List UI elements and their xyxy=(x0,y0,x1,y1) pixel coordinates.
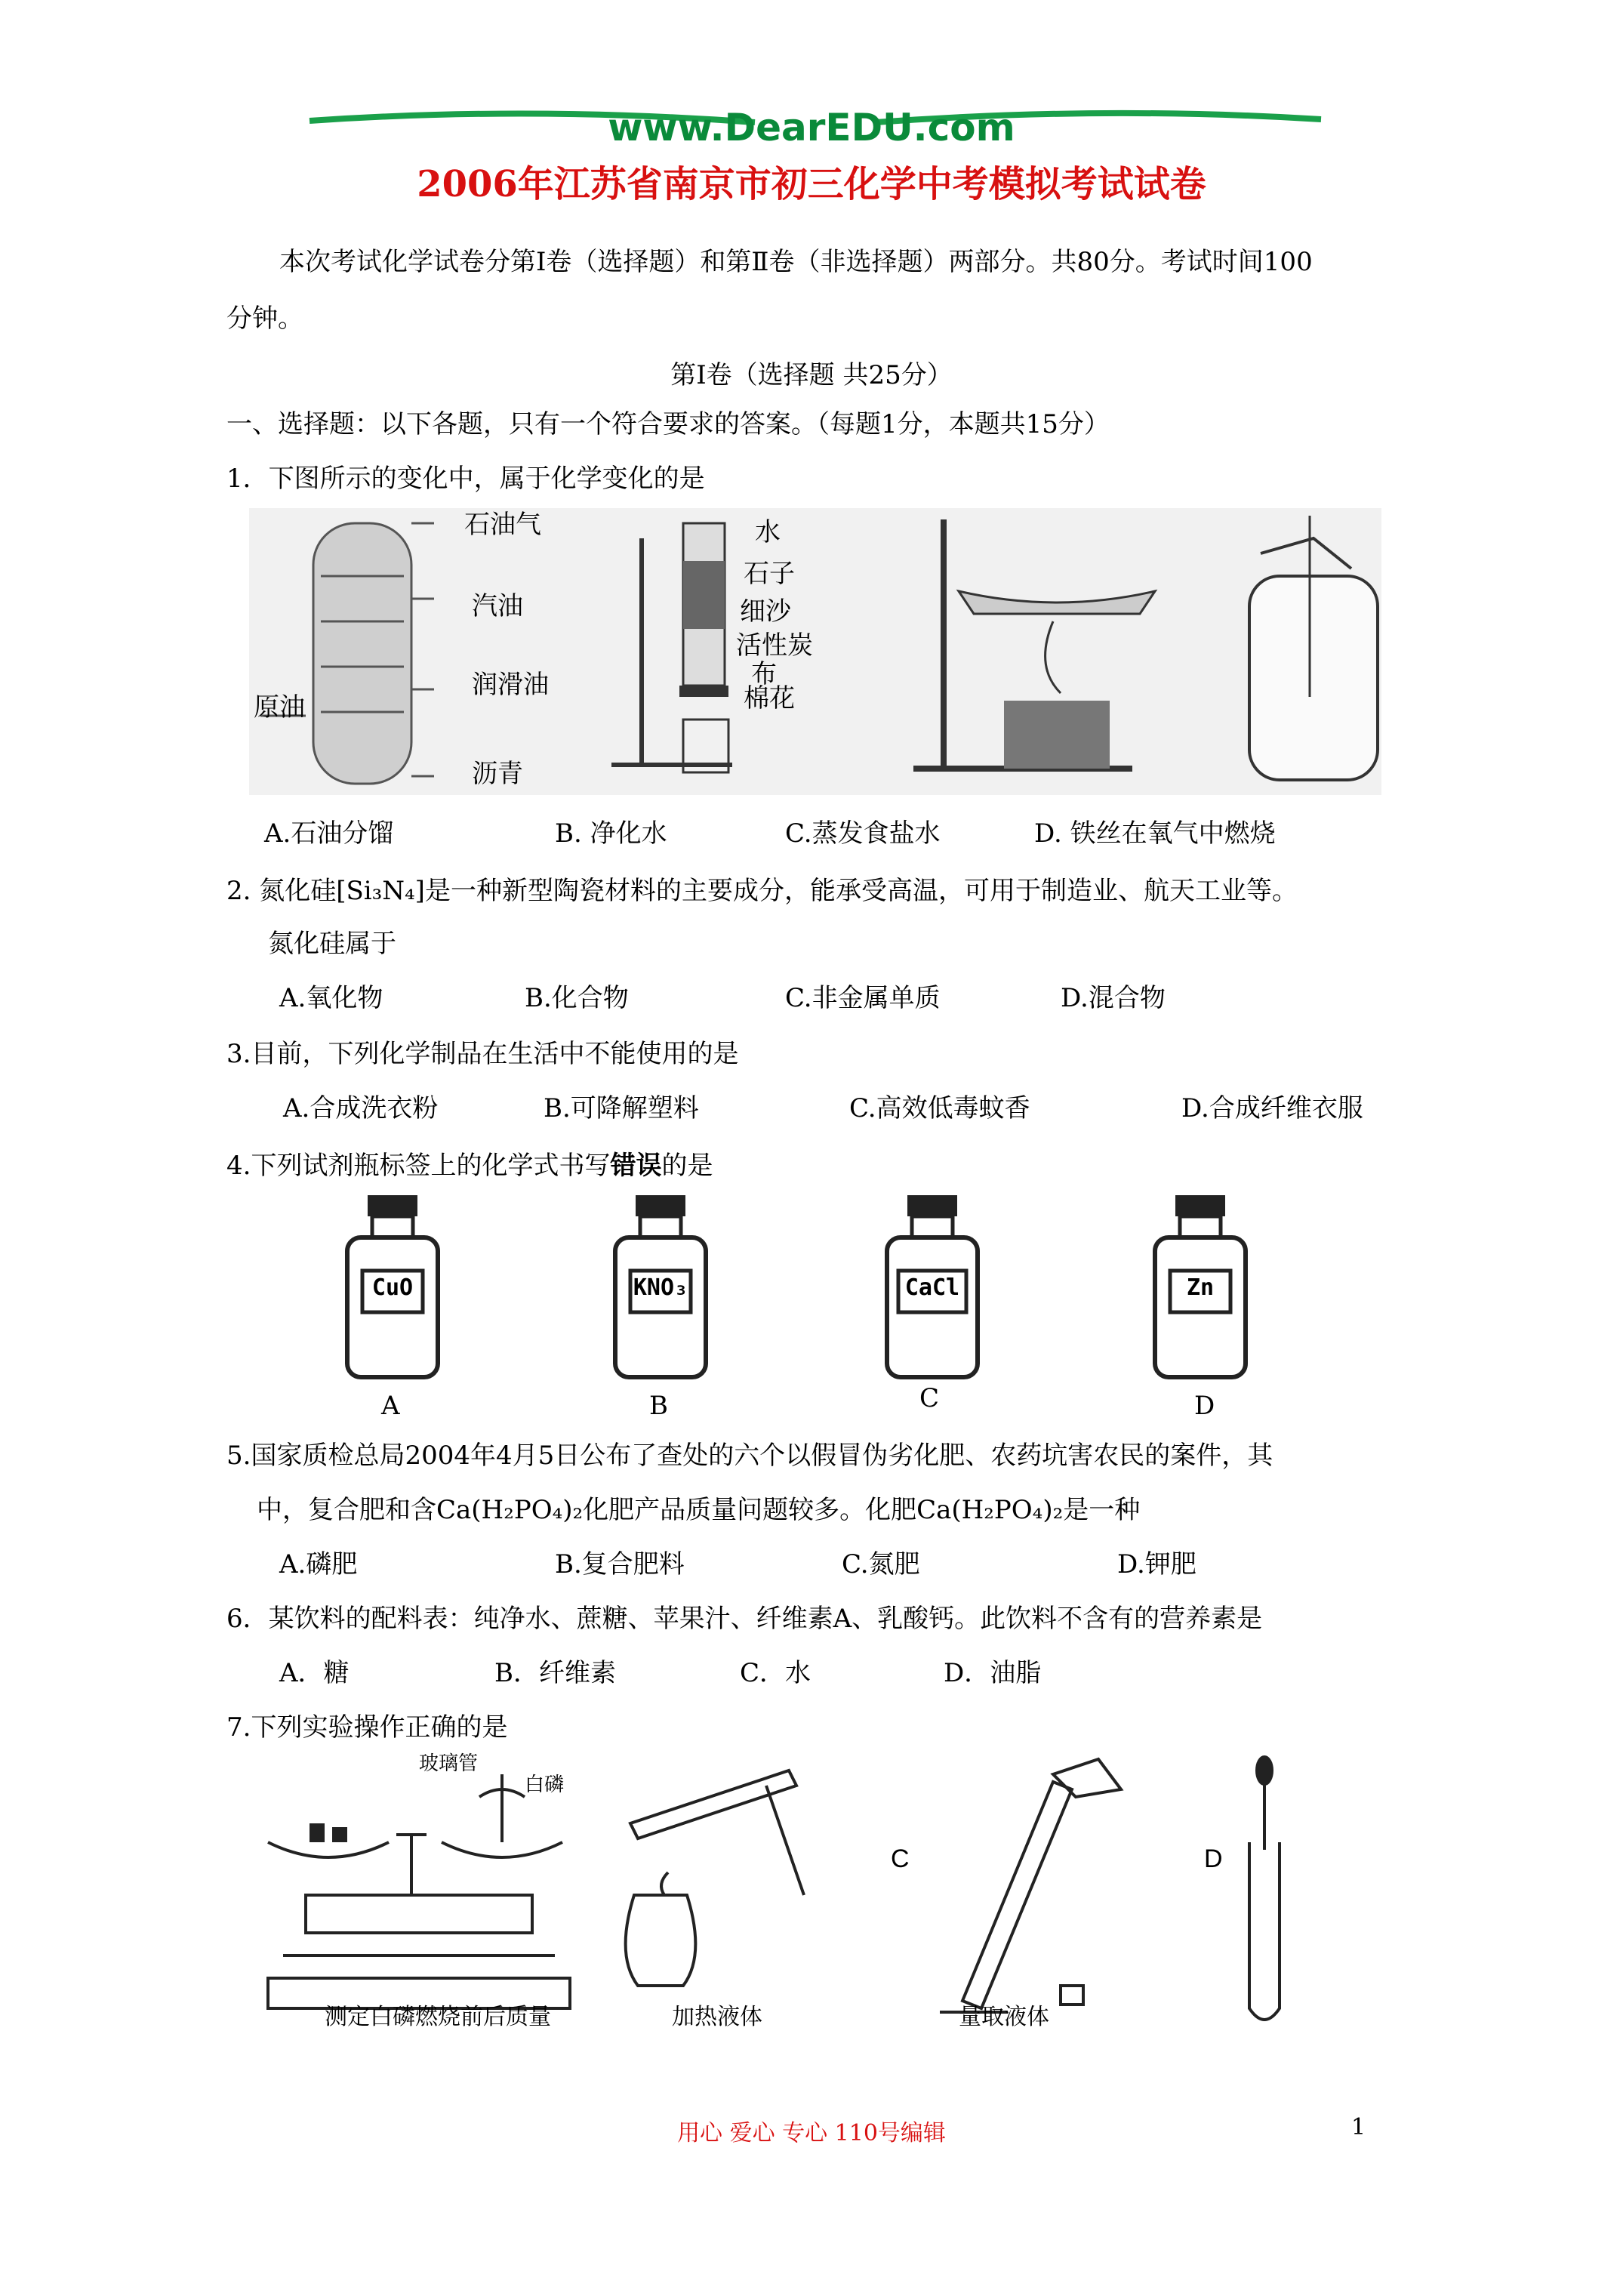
page-title: 2006年江苏省南京市初三化学中考模拟考试试卷 xyxy=(417,163,1206,205)
q1-option-d: D. 铁丝在氧气中燃烧 xyxy=(1034,818,1276,849)
bottle-c-letter: C xyxy=(919,1383,940,1413)
q1-label-water: 水 xyxy=(755,517,781,547)
intro-line-2: 分钟。 xyxy=(226,304,303,334)
q5-option-a: A.磷肥 xyxy=(279,1549,358,1579)
q1-label-asphalt: 沥青 xyxy=(472,759,523,789)
q1-label-lubricant: 润滑油 xyxy=(472,670,549,700)
q7-label-white-phosphorus: 白磷 xyxy=(525,1774,565,1796)
bottle-a-letter: A xyxy=(381,1391,400,1421)
q2-stem-1: 2. 氮化硅[Si₃N₄]是一种新型陶瓷材料的主要成分，能承受高温，可用于制造业、航天工业等。 xyxy=(226,876,1298,906)
q2-option-b: B.化合物 xyxy=(525,983,629,1013)
bottle-b xyxy=(611,1191,710,1380)
q3-option-a: A.合成洗衣粉 xyxy=(283,1093,439,1123)
q2-option-a: A.氧化物 xyxy=(279,983,383,1013)
q6-option-d: D．油脂 xyxy=(944,1658,1042,1688)
bottle-c xyxy=(883,1191,981,1380)
q1-figure xyxy=(249,508,1381,795)
q7-figure xyxy=(260,1752,1355,2039)
bottle-a xyxy=(343,1191,442,1380)
q6-option-c: C．水 xyxy=(740,1658,812,1688)
q6-stem: 6．某饮料的配料表：纯净水、蔗糖、苹果汁、纤维素A、乳酸钙。此饮料不含有的营养素是 xyxy=(226,1604,1263,1634)
q3-option-c: C.高效低毒蚊香 xyxy=(849,1093,1030,1123)
q3-stem: 3.目前，下列化学制品在生活中不能使用的是 xyxy=(226,1039,739,1069)
q6-option-b: B．纤维素 xyxy=(494,1658,616,1688)
q7-label-glass-tube: 玻璃管 xyxy=(419,1752,479,1775)
q1-label-stones: 石子 xyxy=(744,559,795,589)
q6-option-a: A．糖 xyxy=(279,1658,350,1688)
q1-option-b: B. 净化水 xyxy=(555,818,667,849)
q2-stem-2: 氮化硅属于 xyxy=(268,929,396,959)
section-title: 第Ⅰ卷（选择题 共25分） xyxy=(670,360,953,390)
page-number: 1 xyxy=(1351,2114,1366,2140)
bottle-b-letter: B xyxy=(649,1391,668,1421)
site-banner: www.DearEDU.com xyxy=(608,106,1015,149)
q2-option-d: D.混合物 xyxy=(1061,983,1166,1013)
q1-option-c: C.蒸发食盐水 xyxy=(785,818,941,849)
q7-stem: 7.下列实验操作正确的是 xyxy=(226,1712,508,1743)
q3-option-b: B.可降解塑料 xyxy=(544,1093,699,1123)
bottle-a-label: CuO xyxy=(371,1274,414,1301)
q1-label-cotton: 棉花 xyxy=(744,683,795,713)
q7-caption-heat: 加热液体 xyxy=(672,2004,762,2030)
q7-caption-measure: 量取液体 xyxy=(959,2004,1049,2030)
bottle-d-label: Zn xyxy=(1186,1274,1215,1301)
bottle-d-letter: D xyxy=(1194,1391,1215,1421)
footer-text: 用心 爱心 专心 110号编辑 xyxy=(677,2120,946,2147)
bottle-d xyxy=(1151,1191,1249,1380)
q1-option-a: A.石油分馏 xyxy=(264,818,394,849)
q1-label-crude-oil: 原油 xyxy=(254,692,305,723)
q1-label-fine-sand: 细沙 xyxy=(740,596,791,627)
q5-stem-2: 中，复合肥和含Ca(H₂PO₄)₂化肥产品质量问题较多。化肥Ca(H₂PO₄)₂是一种 xyxy=(257,1495,1141,1525)
q3-option-d: D.合成纤维衣服 xyxy=(1181,1093,1363,1123)
q1-stem: 1．下图所示的变化中，属于化学变化的是 xyxy=(226,464,705,494)
q5-stem-1: 5.国家质检总局2004年4月5日公布了查处的六个以假冒伪劣化肥、农药坑害农民的案件，其 xyxy=(226,1441,1273,1471)
intro-line-1: 本次考试化学试卷分第Ⅰ卷（选择题）和第Ⅱ卷（非选择题）两部分。共80分。考试时间100 xyxy=(279,247,1313,277)
q1-label-petroleum-gas: 石油气 xyxy=(464,510,541,540)
q5-option-d: D.钾肥 xyxy=(1117,1549,1196,1579)
bottle-c-label: CaCl xyxy=(904,1274,960,1301)
q5-option-b: B.复合肥料 xyxy=(555,1549,685,1579)
q1-label-cloth: 布 xyxy=(751,659,777,689)
q4-stem: 4.下列试剂瓶标签上的化学式书写错误的是 xyxy=(226,1151,713,1181)
q2-option-c: C.非金属单质 xyxy=(785,983,941,1013)
section-instructions: 一、选择题：以下各题，只有一个符合要求的答案。（每题1分，本题共15分） xyxy=(226,409,1110,439)
q7-caption-weigh: 测定白磷燃烧前后质量 xyxy=(325,2004,551,2030)
q1-label-gasoline: 汽油 xyxy=(472,591,523,621)
q1-label-active-carbon: 活性炭 xyxy=(736,630,813,661)
q5-option-c: C.氮肥 xyxy=(842,1549,920,1579)
bottle-b-label: KNO₃ xyxy=(633,1274,688,1301)
q7-label-c: C xyxy=(891,1845,910,1873)
q7-label-d: D xyxy=(1204,1845,1223,1873)
